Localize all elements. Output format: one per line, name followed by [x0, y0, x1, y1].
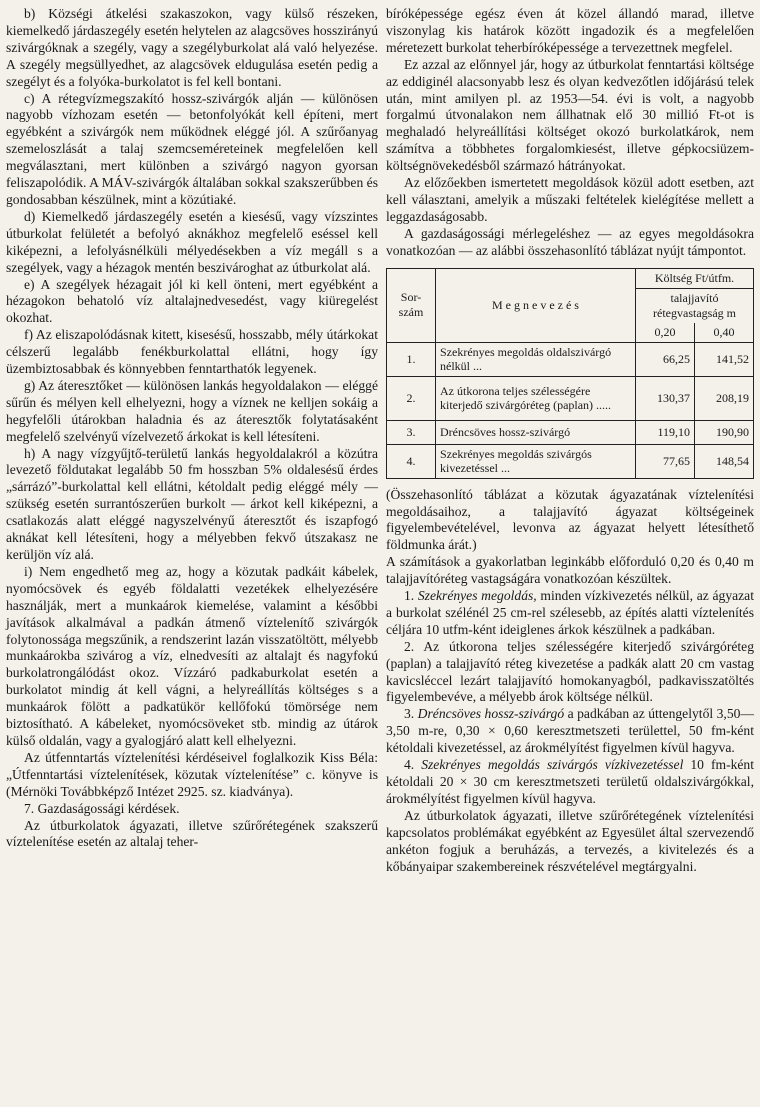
- paragraph: f) Az eliszapolódásnak kitett, kisesésű, hosszabb, mély útárkokat célszerű legalább fenékburkolattal ellátni, hogy így üzembiztosabbak és könnyebben fenntarthatók legyenek.: [6, 327, 378, 377]
- table-cell-desc: Szekrényes megoldás oldalszivárgó nélkül ...: [436, 342, 636, 376]
- table-body: [387, 342, 754, 478]
- paragraph-text: 10 fm-ként kétoldali 20 × 30 cm keresztmetszeti területű oldalszivárgókkal, árokmélyítést figyelmen kívül hagyva.: [386, 757, 755, 806]
- paragraph: Az útburkolatok ágyazati, illetve szűrőrétegének víztelenítési kapcsolatos problémákat egyébként az Egyesület által szervezendő ankéton fogjuk a beruházás, a tervezés, a kivitelezés és a kőbányaipar szakembereinek részvételével megtárgyalni.: [386, 807, 754, 874]
- table-header-col2: 0,40: [695, 323, 754, 343]
- right-column-top-text: [386, 6, 754, 260]
- paragraph-text: a padkában az úttengelytől 3,50—3,50 m-re, 0,30 × 0,60 keresztmetszeti területtel, 50 fm-ként kétoldali kivezetéssel, az árokmélyítést figyelmen kívül hagyva.: [386, 706, 755, 756]
- table-cell-v1: 66,25: [636, 342, 695, 376]
- paragraph-emphasis: Szekrényes megoldás szivárgós vízkivezetéssel: [421, 757, 684, 773]
- paragraph-emphasis: Szekrényes megoldás,: [417, 588, 537, 604]
- paragraph: d) Kiemelkedő járdaszegély esetén a kiesésű, vagy vízszintes útburkolat felületét a befolyó aknákhoz megfelelő eséssel kell kiképezni, a lefolyásnélküli mélyedésekben a víz megáll s a szegélyek, vagy a hézagok mentén beszivároghat az útburkolat alá.: [6, 208, 378, 275]
- table-row: [387, 376, 754, 420]
- paragraph: bíróképessége egész éven át közel állandó marad, illetve viszonylag kis határok között ingadozik és a megfelelően méretezett burkolat teherbíróképessége a tervezettnek megfelel.: [386, 6, 754, 55]
- paragraph: A gazdaságossági mérlegeléshez — az egyes megoldásokra vonatkozóan — az alábbi összehasonlító táblázat nyújt támpontot.: [386, 225, 754, 258]
- paragraph-number: 1.: [404, 588, 418, 604]
- right-column: [386, 6, 754, 875]
- paragraph-number: 4.: [404, 757, 422, 773]
- paragraph: [386, 639, 754, 707]
- paragraph: Az útfenntartás víztelenítési kérdéseivel foglalkozik Kiss Béla: „Útfenntartási víztelenítések, közutak víztelenítése” c. könyve is (Mérnöki Továbbképző Intézet 2925. sz. kiadványa).: [6, 749, 378, 799]
- paragraph: Ez azzal az előnnyel jár, hogy az útburkolat fenntartási költsége az eddiginél alacsonyabb lesz és olyan kedvezőtlen időjárású telek után, mint amilyen pl. az 1953—54. évi is volt, a nagyobb forgalmú útvonalakon nem állhatnak elő 30 millió Ft-ot is meghaladó helyreállítási költséget okozó burkolatkárok, nem számítva a többhetes forgalomkiesést, illetve gépkocsiüzem-költségnövekedésből származó hátrányokat.: [386, 56, 754, 174]
- table-cell-v2: 208,19: [695, 376, 754, 420]
- left-column: [6, 6, 378, 851]
- right-column-bottom-text: [386, 487, 754, 876]
- table-cell-desc: Dréncsöves hossz-szivárgó: [436, 420, 636, 444]
- table-cell-desc: Az útkorona teljes szélességére kiterjedő szivárgóréteg (paplan) .....: [436, 376, 636, 420]
- paragraph: [386, 757, 754, 808]
- table-cell-no: 4.: [387, 444, 436, 478]
- paragraph: g) Az áteresztőket — különösen lankás hegyoldalakon — eléggé sűrűn és mélyen kell elhelyezni, hogy a víznek ne kelljen sokáig a hegyfelőli útárokban haladnia és az áteresztők folytatásaként megfelelő szelvényű vízelvezető árkokat is kell létesíteni.: [6, 377, 378, 444]
- table-cell-v2: 190,90: [695, 420, 754, 444]
- table-cell-no: 1.: [387, 342, 436, 376]
- paragraph: (Összehasonlító táblázat a közutak ágyazatának víztelenítési megoldásaihoz, a talajjavító ágyazat költségeinek figyelembevételével, levonva az ágyazat helyett létesíthető földmunka árát.): [386, 486, 754, 553]
- paragraph: e) A szegélyek hézagait jól ki kell önteni, mert egyébként a hézagokon behatoló víz altalajnedvesedést, vagy kiüregelést okozhat.: [6, 276, 378, 326]
- table-header-sub: talajjavító rétegvastagság m: [636, 288, 754, 323]
- cost-comparison-table: [386, 268, 754, 479]
- paragraph: A számítások a gyakorlatban leginkább előforduló 0,20 és 0,40 m talajjavítóréteg vastagságára vonatkozóan készültek.: [386, 554, 754, 587]
- table-row: [387, 420, 754, 444]
- paragraph: 7. Gazdaságossági kérdések.: [24, 800, 180, 816]
- table-row: [387, 342, 754, 376]
- table-cell-v2: 141,52: [695, 342, 754, 376]
- table-cell-v1: 77,65: [636, 444, 695, 478]
- paragraph: [386, 706, 754, 757]
- table-cell-v2: 148,54: [695, 444, 754, 478]
- table-cell-no: 2.: [387, 376, 436, 420]
- paragraph: Az útburkolatok ágyazati, illetve szűrőrétegének szakszerű víztelenítése esetén az altalaj teher-: [6, 817, 378, 850]
- table-cell-v1: 130,37: [636, 376, 695, 420]
- paragraph: c) A rétegvízmegszakító hossz-szivárgók alján — különösen nagyobb vízhozam esetén — betonfolyókát kell építeni, mert egyébként a szivárgók nem működnek eléggé jól. A szűrőanyag szemeloszlását a talaj szemcseméreteinek megfelelően kell megválasztani, mert különben a szivárgó nagyon gyorsan feliszapolódik. A MÁV-szivárgók általában sokkal szakszerűbben és gondosabban készülnek, mint a közútiaké.: [6, 90, 378, 207]
- paragraph: Az előzőekben ismertetett megoldások közül adott esetben, azt kell választani, amelyik a műszaki feltételek kielégítése mellett a leggazdaságosabb.: [386, 175, 754, 224]
- table-cell-no: 3.: [387, 420, 436, 444]
- table-header-col1: 0,20: [636, 323, 695, 343]
- table-header-megnevezes: M e g n e v e z é s: [436, 268, 636, 342]
- paragraph: b) Községi átkelési szakaszokon, vagy külső részeken, kiemelkedő járdaszegély esetén helytelen az alagcsöves hosszirányú szivárgóknak a szegély, vagy a szegélyburkolat alá való helyezése. A szegély megsüllyedhet, az alagcsövek eldugulása esetén pedig a szegélyt és a folyóka-burkolatot is fel kell bontani.: [6, 6, 378, 89]
- paragraph-emphasis: Dréncsöves hossz-szivárgó: [417, 706, 565, 722]
- paragraph: h) A nagy vízgyűjtő-területű lankás hegyoldalakról a közútra levezető földutakat legalább 50 fm hosszban 5% oldalesésű érdes „sárrázó”-burkolattal kell ellátni, kétoldalt pedig eléggé mély — szükség esetén surrantószerűen burkolt — árkot kell kiképezni, a csatlakozás alatt eléggé nagyszelvényű áteresztőt és iszapfogó aknákat kell létesíteni, hogy a mélyebben fekvő útszakasz ne kerüljön víz alá.: [6, 445, 378, 562]
- paragraph: [386, 588, 754, 639]
- paragraph-text: Az útkorona teljes szélességére kiterjedő szivárgóréteg (paplan) a talajjavító réteg kivezetése a padkák alatt 20 cm vastag kavicsléccel lezárt talajjavító homokanyagból, padkavisszatöltés figyelembevéve, a mélyebb árok költsége nélkül.: [386, 638, 755, 705]
- table-cell-v1: 119,10: [636, 420, 695, 444]
- paragraph-number: 2.: [404, 638, 424, 654]
- paragraph: i) Nem engedhető meg az, hogy a közutak padkáit kábelek, nyomócsövek és egyéb földalatti vezetékek elhelyezésére használják, mert a munkaárok kiemelése, valamint a későbbi javítások alkalmával a padkán átmenő víztelenítő szivárgók folytonossága megszűnik, a rendszerint lazán visszatöltött, mélyebb munkaárokba szivárog a víz, elnedvesíti az altalajt és nagyfokú burkolatrongálódást okoz. Vízzáró padkaburkolat esetén a burkolatot mindig át kell vágni, a helyreállítás költséges s a munkaárok fölött a padkatükör kellőfokú tömörsége nem biztosítható. A kábeleket, nyomócsöveket stb. mindig az útárok külső oldalán, vagy a gyalogjáró alatt kell elhelyezni.: [6, 563, 378, 748]
- table-cell-desc: Szekrényes megoldás szivárgós kivezetéssel ...: [436, 444, 636, 478]
- paragraph-number: 3.: [404, 706, 418, 722]
- table-header-sorszam: Sor- szám: [387, 268, 436, 342]
- paragraph-text: minden vízkivezetés nélkül, az ágyazat a burkolat szélénél 25 cm-rel szélesebb, az építés alatti víztelenítés céljára 10 utfm-ként ideiglenes árkok készülnek a padkában.: [386, 588, 754, 637]
- table-row: [387, 444, 754, 478]
- table-header-koltseg: Költség Ft/útfm.: [636, 268, 754, 288]
